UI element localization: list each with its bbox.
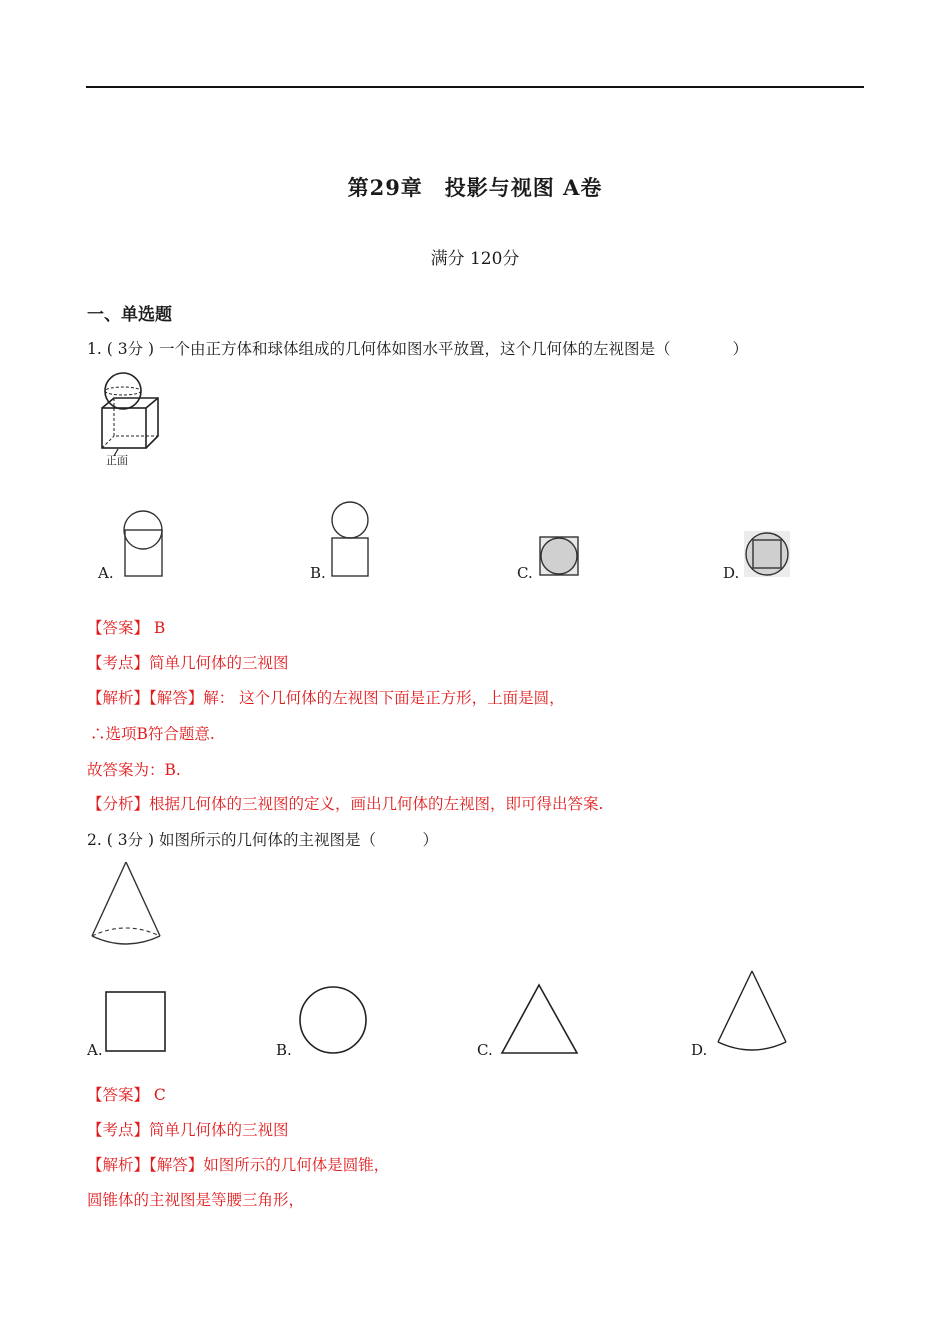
q1-analysis-line-4: 【分析】根据几何体的三视图的定义，画出几何体的左视图，即可得出答案. bbox=[87, 795, 604, 813]
q2-option-c-figure bbox=[498, 982, 582, 1058]
q2-analysis-line-2: 圆锥体的主视图是等腰三角形， bbox=[87, 1191, 305, 1209]
q1-option-c-figure bbox=[538, 535, 582, 579]
q1-option-d-figure bbox=[744, 531, 792, 579]
q1-knowledge-point: 【考点】简单几何体的三视图 bbox=[87, 654, 289, 672]
q2-option-b-figure bbox=[297, 985, 369, 1057]
section-heading: 一、单选题 bbox=[87, 305, 172, 325]
q2-answer: 【答案】 C bbox=[87, 1086, 166, 1104]
question-1-stem: 1. ( 3分 ) 一个由正方体和球体组成的几何体如图水平放置，这个几何体的左视图是（ ） bbox=[87, 340, 748, 358]
question-2-stem: 2. ( 3分 ) 如图所示的几何体的主视图是（ ） bbox=[87, 831, 438, 849]
q2-analysis-line-1: 【解析】【解答】如图所示的几何体是圆锥， bbox=[87, 1156, 390, 1174]
q2-option-b-label: B. bbox=[276, 1041, 292, 1059]
q1-figure-label: 正面 bbox=[106, 454, 128, 467]
q2-option-d-figure bbox=[715, 968, 789, 1056]
q1-option-b-figure bbox=[328, 500, 376, 580]
q2-option-d-label: D. bbox=[691, 1041, 708, 1059]
q2-option-a-label: A. bbox=[87, 1041, 103, 1059]
header-rule bbox=[86, 86, 864, 88]
q1-analysis-line-1: 【解析】【解答】解： 这个几何体的左视图下面是正方形，上面是圆， bbox=[87, 689, 565, 707]
q1-option-a-figure bbox=[120, 510, 168, 580]
q1-analysis-line-3: 故答案为：B. bbox=[87, 761, 181, 779]
q1-analysis-line-2: ∴选项B符合题意. bbox=[90, 725, 215, 743]
q1-option-c-label: C. bbox=[517, 564, 533, 582]
q2-option-a-figure bbox=[104, 990, 168, 1054]
q1-answer: 【答案】 B bbox=[87, 619, 166, 637]
q2-figure-cone bbox=[88, 858, 168, 950]
page-title: 第29章 投影与视图 A卷 bbox=[347, 175, 603, 200]
q1-option-d-label: D. bbox=[723, 564, 740, 582]
page-subtitle: 满分 120分 bbox=[430, 249, 520, 269]
q2-option-c-label: C. bbox=[477, 1041, 493, 1059]
q1-option-a-label: A. bbox=[98, 564, 114, 582]
q2-knowledge-point: 【考点】简单几何体的三视图 bbox=[87, 1121, 289, 1139]
q1-option-b-label: B. bbox=[310, 564, 326, 582]
